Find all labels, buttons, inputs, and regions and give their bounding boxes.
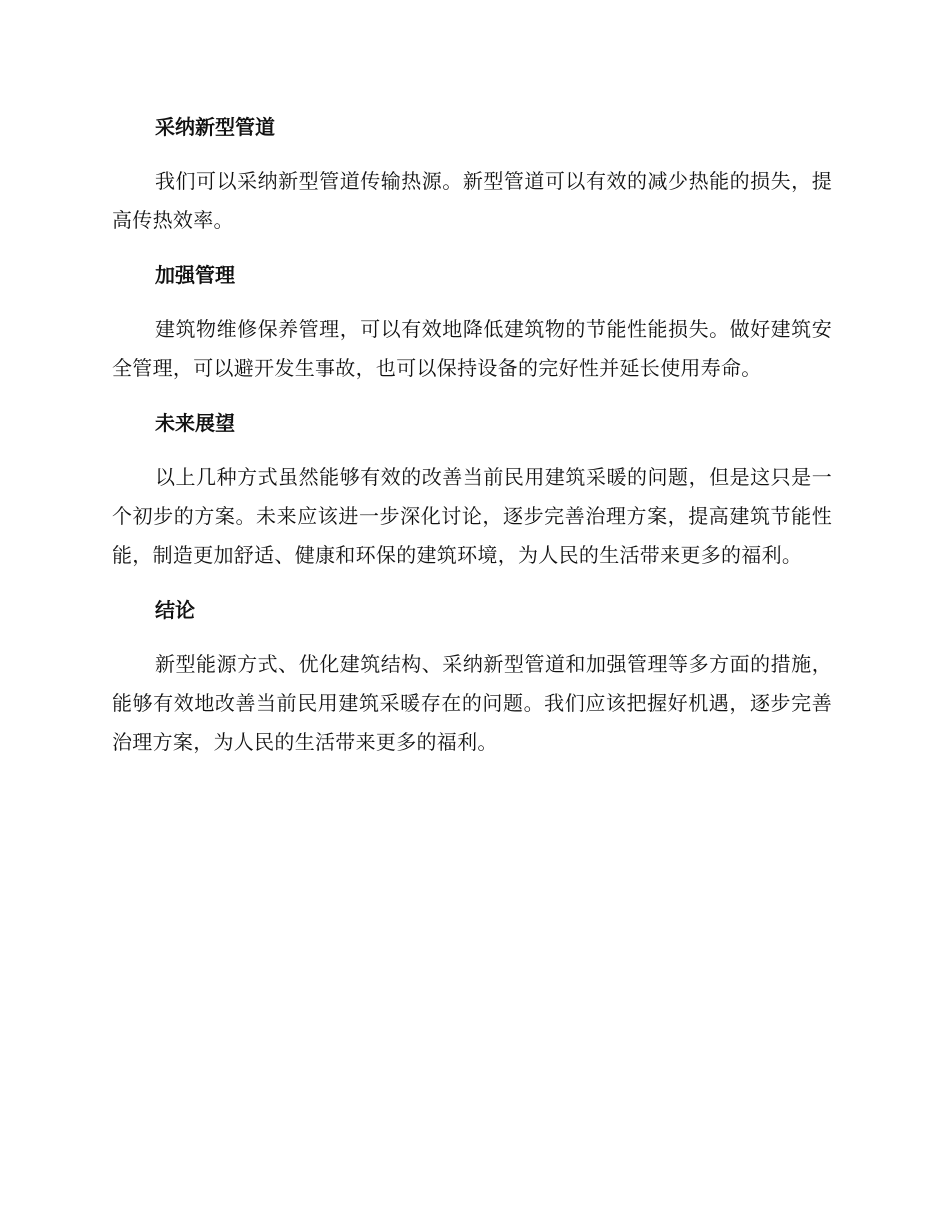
section-management xyxy=(112,256,832,388)
section-heading: 结论 xyxy=(155,598,195,622)
section-paragraph: 以上几种方式虽然能够有效的改善当前民用建筑采暖的问题，但是这只是一个初步的方案。未来应该进一步深化讨论，逐步完善治理方案，提高建筑节能性能，制造更加舒适、健康和环保的建筑环境，为人民的生活带来更多的福利。 xyxy=(112,465,832,567)
section-heading: 加强管理 xyxy=(155,263,235,287)
section-heading: 采纳新型管道 xyxy=(155,115,275,139)
section-paragraph: 新型能源方式、优化建筑结构、采纳新型管道和加强管理等多方面的措施，能够有效地改善当前民用建筑采暖存在的问题。我们应该把握好机遇，逐步完善治理方案，为人民的生活带来更多的福利。 xyxy=(112,652,832,754)
section-outlook xyxy=(112,404,832,575)
section-paragraph: 建筑物维修保养管理，可以有效地降低建筑物的节能性能损失。做好建筑安全管理，可以避开发生事故，也可以保持设备的完好性并延长使用寿命。 xyxy=(112,317,832,380)
section-new-pipes xyxy=(112,108,832,240)
section-conclusion xyxy=(112,591,832,762)
document-page xyxy=(112,108,832,778)
section-paragraph: 我们可以采纳新型管道传输热源。新型管道可以有效的减少热能的损失，提高传热效率。 xyxy=(112,169,832,232)
section-heading: 未来展望 xyxy=(155,411,235,435)
